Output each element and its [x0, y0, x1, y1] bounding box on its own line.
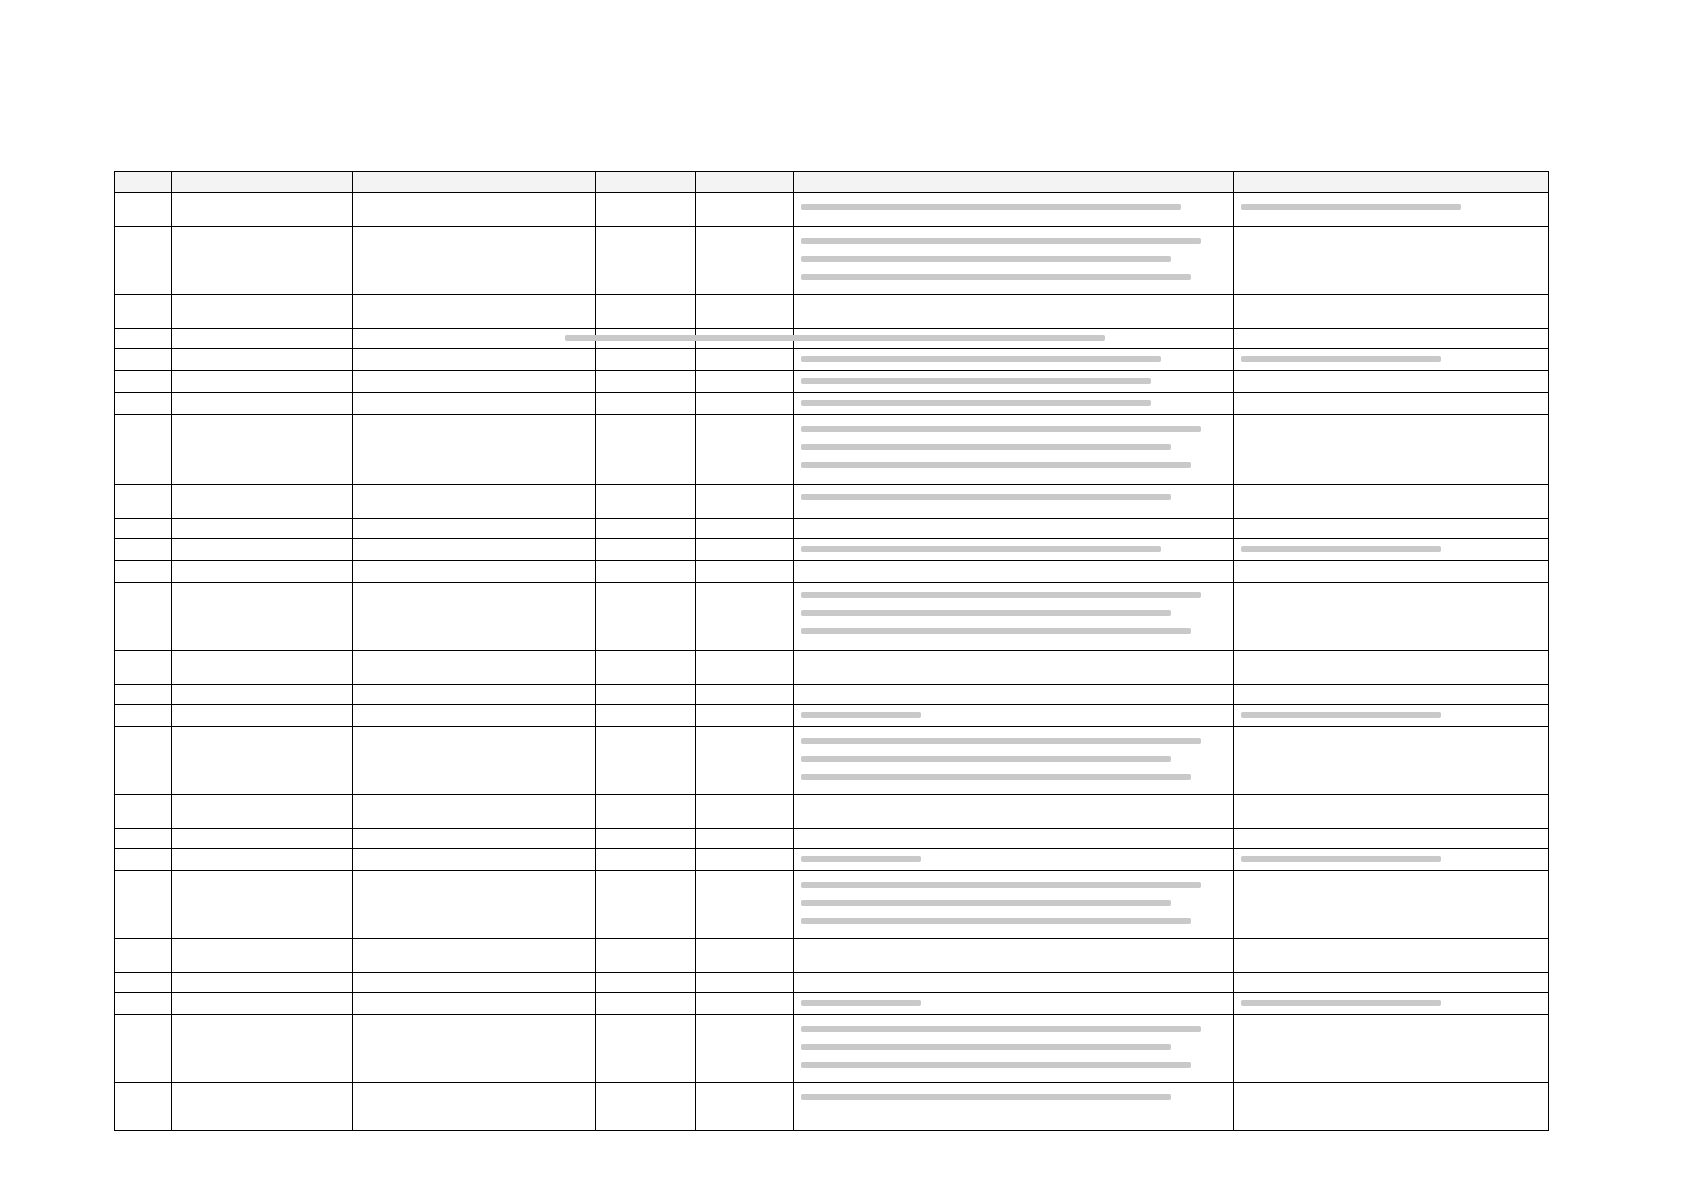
cell-text-placeholder	[1241, 712, 1441, 718]
row-divider	[115, 1082, 1548, 1083]
cell-text-placeholder	[801, 204, 1181, 210]
cell-text-placeholder	[801, 1000, 921, 1006]
cell-text-placeholder	[1241, 546, 1441, 552]
row-divider	[115, 704, 1548, 705]
column-divider	[1233, 172, 1234, 1130]
column-divider	[171, 172, 172, 1130]
column-divider	[595, 172, 596, 1130]
column-divider	[695, 172, 696, 1130]
cell-text-placeholder	[801, 628, 1191, 634]
cell-text-placeholder	[801, 918, 1191, 924]
row-divider	[115, 726, 1548, 727]
section-heading-placeholder	[565, 335, 1105, 341]
row-divider	[115, 828, 1548, 829]
cell-text-placeholder	[801, 462, 1191, 468]
cell-text-placeholder	[801, 494, 1171, 500]
document-table	[114, 171, 1549, 1131]
table-header-row	[115, 172, 1548, 192]
row-divider	[115, 650, 1548, 651]
cell-text-placeholder	[801, 274, 1191, 280]
row-divider	[115, 560, 1548, 561]
row-divider	[115, 226, 1548, 227]
row-divider	[115, 992, 1548, 993]
cell-text-placeholder	[801, 1026, 1201, 1032]
cell-text-placeholder	[801, 356, 1161, 362]
row-divider	[115, 538, 1548, 539]
row-divider	[115, 848, 1548, 849]
row-divider	[115, 1014, 1548, 1015]
row-divider	[115, 582, 1548, 583]
cell-text-placeholder	[801, 546, 1161, 552]
row-divider	[115, 518, 1548, 519]
cell-text-placeholder	[801, 1044, 1171, 1050]
cell-text-placeholder	[801, 712, 921, 718]
cell-text-placeholder	[801, 238, 1201, 244]
cell-text-placeholder	[801, 1094, 1171, 1100]
cell-text-placeholder	[801, 738, 1201, 744]
row-divider	[115, 684, 1548, 685]
row-divider	[115, 938, 1548, 939]
column-divider	[352, 172, 353, 1130]
cell-text-placeholder	[1241, 204, 1461, 210]
cell-text-placeholder	[801, 400, 1151, 406]
cell-text-placeholder	[801, 774, 1191, 780]
row-divider	[115, 972, 1548, 973]
cell-text-placeholder	[801, 610, 1171, 616]
row-divider	[115, 414, 1548, 415]
cell-text-placeholder	[801, 592, 1201, 598]
cell-text-placeholder	[801, 426, 1201, 432]
cell-text-placeholder	[801, 444, 1171, 450]
column-divider	[793, 172, 794, 1130]
cell-text-placeholder	[801, 882, 1201, 888]
cell-text-placeholder	[1241, 356, 1441, 362]
cell-text-placeholder	[801, 856, 921, 862]
cell-text-placeholder	[801, 1062, 1191, 1068]
row-divider	[115, 870, 1548, 871]
row-divider	[115, 392, 1548, 393]
cell-text-placeholder	[1241, 856, 1441, 862]
row-divider	[115, 348, 1548, 349]
row-divider	[115, 794, 1548, 795]
row-divider	[115, 370, 1548, 371]
cell-text-placeholder	[1241, 1000, 1441, 1006]
row-divider	[115, 484, 1548, 485]
row-divider	[115, 294, 1548, 295]
row-divider	[115, 192, 1548, 193]
cell-text-placeholder	[801, 900, 1171, 906]
row-divider	[115, 328, 1548, 329]
cell-text-placeholder	[801, 256, 1171, 262]
cell-text-placeholder	[801, 378, 1151, 384]
cell-text-placeholder	[801, 756, 1171, 762]
